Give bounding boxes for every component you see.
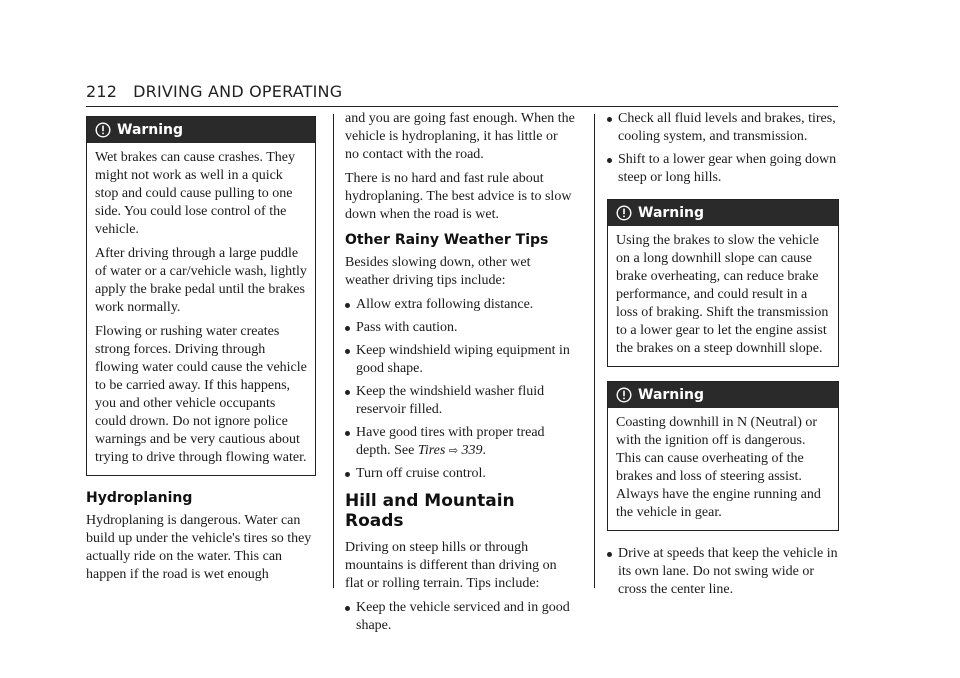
warning-box [86,116,316,476]
paragraph: Besides slowing down, other wet weather driving tips include: [345,255,531,288]
warning-paragraph: Flowing or rushing water creates strong forces. Driving through flowing water could cause the vehicle to be carried away. If this happens, you and other vehicle occupants could drown. Do not ignore police warnings and be very cautious about trying to drive through flowing water. [95,324,307,465]
column-2 [345,110,575,640]
list-item: Have good tires with proper tread depth. See Tires ⇨ 339. [345,424,575,460]
list-item: Pass with caution. [345,319,575,337]
bullet-icon [607,117,612,122]
page-header [86,82,342,101]
warning-title: Warning [638,205,705,221]
warning-title: Warning [117,122,184,138]
paragraph: Driving on steep hills or through mountains is different than driving on flat or rolling terrain. Tips include: [345,540,557,591]
bullet-icon [345,431,350,436]
continued-paragraph: and you are going fast enough. When the vehicle is hydroplaning, it has little or no contact with the road. [345,111,575,162]
warning-header [608,200,838,226]
bullet-icon [345,326,350,331]
hill-heading: Hill and Mountain Roads [345,491,515,531]
column-1 [86,116,316,590]
rainy-tips-list [345,296,575,483]
hydroplaning-text: Hydroplaning is dangerous. Water can build up under the vehicle's tires so they actually ride on the water. This can happen if the road is wet enough [86,513,312,582]
bullet-icon [345,606,350,611]
hill-tips-list-continued [607,110,839,187]
bullet-icon [345,390,350,395]
rainy-tips-heading: Other Rainy Weather Tips [345,232,549,248]
column-3 [607,110,839,604]
hill-tips-list-end [607,545,839,599]
list-item: Turn off cruise control. [345,465,575,483]
warning-box [607,381,839,531]
list-item: Keep the vehicle serviced and in good shape. [345,599,575,635]
paragraph: There is no hard and fast rule about hydroplaning. The best advice is to slow down when the road is wet. [345,171,572,222]
hill-tips-list [345,599,575,635]
bullet-icon [345,349,350,354]
warning-header [87,117,315,143]
page-ref-arrow-icon: ⇨ [448,445,459,457]
tires-link[interactable]: Tires ⇨ 339 [417,443,483,458]
warning-paragraph: Using the brakes to slow the vehicle on a long downhill slope can cause brake overheating, can reduce brake performance, and could result in a loss of braking. Shift the transmission to a lower gear to let the engine assist the brakes on a steep downhill slope. [616,233,829,356]
warning-header [608,382,838,408]
list-item: Allow extra following distance. [345,296,575,314]
bullet-icon [345,303,350,308]
warning-paragraph: Coasting downhill in N (Neutral) or with the ignition off is dangerous. This can cause overheating of the brakes and loss of steering assist. Always have the engine running and the vehicle in gear. [616,415,821,520]
warning-title: Warning [638,387,705,403]
column-divider [333,114,334,588]
warning-paragraph: After driving through a large puddle of water or a car/vehicle wash, lightly apply the brake pedal until the brakes work normally. [95,246,307,315]
header-rule [86,106,838,107]
warning-icon [616,387,632,403]
list-item: Keep windshield wiping equipment in good shape. [345,342,575,378]
list-item: Keep the windshield washer fluid reservoir filled. [345,383,575,419]
list-item: Check all fluid levels and brakes, tires, cooling system, and transmission. [607,110,839,146]
warning-box [607,199,839,367]
list-item: Shift to a lower gear when going down steep or long hills. [607,151,839,187]
warning-icon [616,205,632,221]
hydroplaning-heading: Hydroplaning [86,490,193,506]
bullet-icon [345,472,350,477]
page-number: 212 [86,82,118,101]
warning-icon [95,122,111,138]
column-divider [594,114,595,588]
list-item: Drive at speeds that keep the vehicle in its own lane. Do not swing wide or cross the center line. [607,545,839,599]
warning-paragraph: Wet brakes can cause crashes. They might not work as well in a quick stop and could cause pulling to one side. You could lose control of the vehicle. [95,150,295,237]
bullet-icon [607,158,612,163]
bullet-icon [607,552,612,557]
section-title: DRIVING AND OPERATING [133,82,343,101]
